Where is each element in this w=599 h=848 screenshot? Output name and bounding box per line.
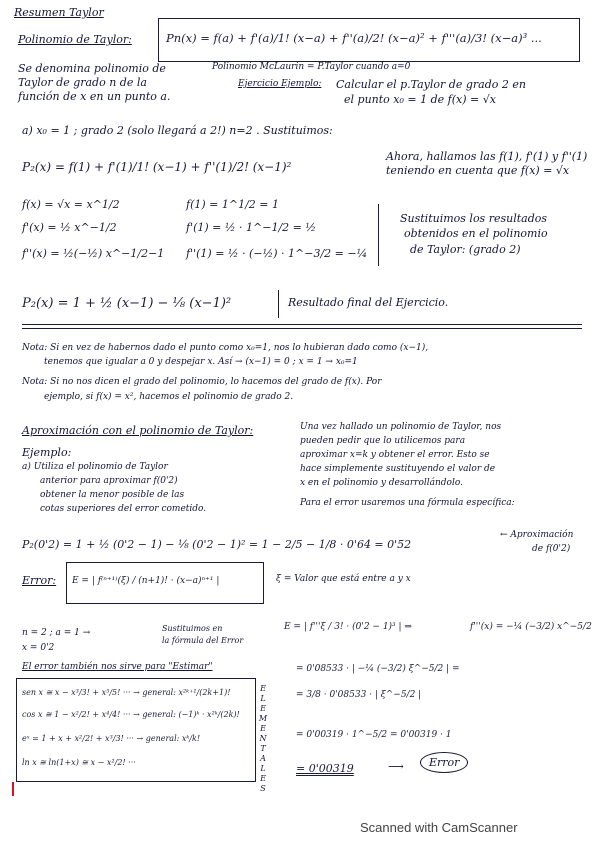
elementales-letter: S	[260, 784, 266, 793]
series-cos: cos x ≅ 1 − x²/2! + x⁴/4! ··· → general: (−1)ᵏ · x²ᵏ/(2k)!	[22, 710, 240, 719]
approx-left-3: obtener la menor posible de las	[40, 490, 185, 500]
error-step-3: = 0'00319 · 1^−5/2 = 0'00319 · 1	[296, 730, 452, 740]
approx-right-6: Para el error usaremos una fórmula específica:	[300, 498, 515, 508]
elementales-letter: E	[260, 724, 266, 733]
series-ln: ln x ≅ ln(1+x) ≅ x − x²/2! ···	[22, 758, 136, 767]
derivative-0-right: f(1) = 1^1/2 = 1	[186, 198, 279, 211]
error-params-2: x = 0'2	[22, 643, 55, 653]
error-params-1: n = 2 ; a = 1 →	[22, 628, 91, 638]
substitution-note-1: Sustituimos los resultados	[400, 212, 548, 225]
document-title: Resumen Taylor	[14, 6, 104, 19]
series-sin: sen x ≅ x − x³/3! + x⁵/5! ··· → general: x²ᵏ⁺¹/(2k+1)!	[22, 688, 231, 697]
elementales-letter: A	[260, 754, 266, 763]
elementales-letter: E	[260, 704, 266, 713]
note-2-line-2: ejemplo, si f(x) = x², hacemos el polinomio de grado 2.	[44, 392, 294, 402]
result-underline-2	[22, 328, 582, 329]
estimate-note: El error también nos sirve para "Estimar"	[22, 662, 213, 672]
note-2-line-1: Nota: Si no nos dicen el grado del polinomio, lo hacemos del grado de f(x). Por	[22, 377, 382, 387]
maclaurin-note: Polinomio McLaurin = P.Taylor cuando a=0	[212, 62, 411, 72]
substitution-note-3: de Taylor: (grado 2)	[410, 243, 521, 256]
result-formula: P₂(x) = 1 + ½ (x−1) − ⅛ (x−1)²	[22, 296, 232, 311]
error-params-note-2: la fórmula del Error	[162, 636, 244, 645]
approx-result-note-2: de f(0'2)	[532, 544, 571, 554]
scanner-footer: Scanned with CamScanner	[360, 820, 518, 835]
elementales-letter: E	[260, 774, 266, 783]
approx-right-3: aproximar x=k y obtener el error. Esto se	[300, 450, 490, 460]
note-1-line-2: tenemos que igualar a 0 y despejar x. Así → (x−1) = 0 ; x = 1 → x₀=1	[44, 357, 358, 367]
error-step-1: = 0'08533 · | −¼ (−3/2) ξ^−5/2 | =	[296, 664, 460, 674]
taylor-formula: Pn(x) = f(a) + f'(a)/1! (x−a) + f''(a)/2! (x−a)² + f'''(a)/3! (x−a)³ ...	[166, 31, 542, 45]
approx-right-1: Una vez hallado un polinomio de Taylor, nos	[300, 422, 502, 432]
approx-right-5: x en el polinomio y desarrollándolo.	[300, 478, 463, 488]
elementales-letter: L	[260, 694, 266, 703]
derivative-0-left: f(x) = √x = x^1/2	[22, 198, 120, 211]
result-underline-1	[22, 324, 582, 325]
approx-result-note-1: ← Aproximación	[500, 530, 574, 540]
elementales-letter: E	[260, 684, 266, 693]
approx-right-4: hace simplemente sustituyendo el valor de	[300, 464, 496, 474]
result-note: Resultado final del Ejercicio.	[288, 296, 449, 309]
elementales-letter: M	[258, 714, 268, 723]
approx-left-4: cotas superiores del error cometido.	[40, 504, 207, 514]
approx-right-2: pueden pedir que lo utilicemos para	[300, 436, 466, 446]
example-label: Ejercicio Ejemplo:	[238, 79, 322, 89]
derivative-2-right: f''(1) = ½ · (−½) · 1^−3/2 = −¼	[186, 247, 368, 260]
step-a-note-2: teniendo en cuenta que f(x) = √x	[386, 164, 570, 177]
elementales-letter: N	[259, 734, 267, 743]
error-formula: E = | f⁽ⁿ⁺¹⁾(ξ) / (n+1)! · (x−a)ⁿ⁺¹ |	[72, 576, 220, 586]
note-1-line-1: Nota: Si en vez de habernos dado el punto como x₀=1, nos lo hubieran dado como (x−1),	[22, 343, 429, 353]
definition-line-1: Se denomina polinomio de	[18, 62, 166, 75]
error-arrow: ⟶	[388, 760, 404, 773]
approx-calculation: P₂(0'2) = 1 + ½ (0'2 − 1) − ⅛ (0'2 − 1)² = 1 − 2/5 − 1/8 · 0'64 = 0'52	[22, 538, 412, 551]
derivative-1-right: f'(1) = ½ · 1^−1/2 = ½	[186, 221, 317, 234]
error-step-2: = 3/8 · 0'08533 · | ξ^−5/2 |	[296, 690, 422, 700]
result-brace	[278, 290, 279, 318]
p2-expansion: P₂(x) = f(1) + f'(1)/1! (x−1) + f''(1)/2! (x−1)²	[22, 160, 292, 174]
error-substitution: E = | f'''ξ / 3! · (0'2 − 1)³ | ⇒	[284, 622, 412, 632]
xi-note: ξ = Valor que está entre a y x	[276, 574, 411, 584]
example-heading: Ejemplo:	[22, 446, 72, 459]
elementales-letter: T	[260, 744, 266, 753]
step-a-note-1: Ahora, hallamos las f(1), f'(1) y f''(1)	[386, 150, 588, 163]
step-a-line: a) x₀ = 1 ; grado 2 (solo llegará a 2!) n=2 . Sustituimos:	[22, 124, 333, 137]
red-margin-mark	[12, 782, 14, 796]
example-line-1: Calcular el p.Taylor de grado 2 en	[336, 78, 526, 91]
definition-line-3: función de x en un punto a.	[18, 90, 171, 103]
error-label: Error:	[22, 574, 57, 587]
error-final-label: Error	[420, 752, 468, 773]
substitution-note-2: obtenidos en el polinomio	[404, 227, 548, 240]
example-line-2: el punto x₀ = 1 de f(x) = √x	[344, 93, 496, 106]
definition-line-2: Taylor de grado n de la	[18, 76, 147, 89]
approx-left-2: anterior para aproximar f(0'2)	[40, 476, 178, 486]
error-final-value: = 0'00319	[296, 762, 354, 775]
elementales-letter: L	[260, 764, 266, 773]
third-derivative: f'''(x) = −¼ (−3/2) x^−5/2	[470, 622, 592, 632]
section-subtitle: Polinomio de Taylor:	[18, 33, 132, 46]
derivative-2-left: f''(x) = ½(−½) x^−1/2−1	[22, 247, 165, 260]
substitution-brace	[378, 204, 379, 266]
error-params-note-1: Sustituimos en	[162, 624, 223, 633]
approx-left-1: a) Utiliza el polinomio de Taylor	[22, 462, 168, 472]
derivative-1-left: f'(x) = ½ x^−1/2	[22, 221, 117, 234]
series-exp: eˣ = 1 + x + x²/2! + x³/3! ··· → general: xᵏ/k!	[22, 734, 201, 743]
approx-heading: Aproximación con el polinomio de Taylor:	[22, 424, 254, 437]
